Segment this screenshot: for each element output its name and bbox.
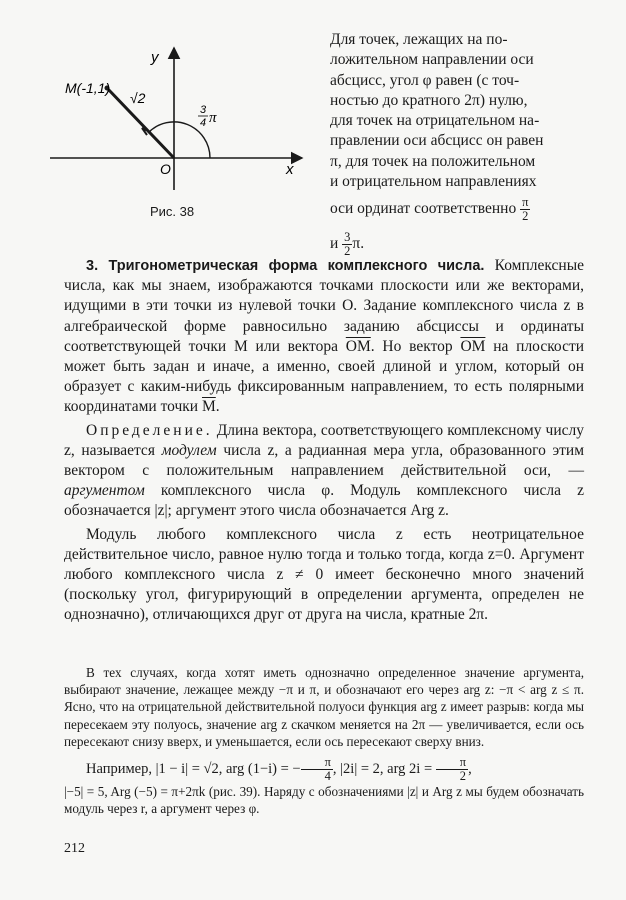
side-line-8: и отрицательном направлениях [330,173,537,191]
term-argument: аргументом [64,482,145,500]
side-line-4: ностью до кратного 2π) нулю, [330,91,528,109]
example-line: Например, |1 − i| = √2, arg (1−i) = − $\frac{\pi}{4}$ , |2i| = 2, arg 2i = $\frac{\pi}{2}$ , [86,755,472,784]
side-line-7: π, для точек на положительном [330,152,536,170]
modulus-paragraph: Модуль любого комплексного числа z есть неотрицательное действительное число, равное нулю тогда и только тогда, когда z=0. Аргумент любого комплексного числа z ≠ 0 имеет бесконечно много значений (поскольку угол, фигурирующий в определении аргумента, определен не однозначно), отличающихся друг от друга на числа, кратные 2π. [64,525,584,624]
angle-label-num: 3 [200,104,207,116]
vector-om-ref: $\overline{OM}$ [345,337,371,355]
side-last-line: оси ординат соответственно [330,200,517,218]
small-paragraph-2: |−5| = 5, Arg (−5) = π+2πk (рис. 39). Наряду с обозначениями |z| и Arg z мы будем обозначать модуль через r, а аргумент через φ. [64,784,584,817]
section-paragraph: 3. Тригонометрическая форма комплексного числа. Комплексные числа, как мы знаем, изображаются точками плоскости или же векторами, идущими в эти точки из нулевой точки O. Задание комплексного числа z в алгебраической форме равносильно заданию абсциссы и ординаты соответствующей точки M или вектора $\overline{OM}$. Но вектор $\overline{OM}$ на плоскости может быть задан и иначе, а именно, своей длиной и углом, который он образует с каким-нибудь фиксированным направлением, то есть полярными координатами точки $\overline{M}$. [64,257,585,416]
small-print [64,664,584,817]
fraction-3-2: $\frac{3}{2}$ [344,230,351,259]
side-end: π. [352,235,365,253]
vector-om-ref-2: $\overline{OM}$ [460,337,486,355]
section-heading: 3. Тригонометрическая форма комплексного числа. [86,258,485,274]
section-3 [64,256,584,626]
term-modulus: модулем [161,441,217,459]
page-number: 212 [64,841,85,856]
fraction-pi-2: $\frac{\pi}{2}$ [522,195,529,224]
angle-label-den: 4 [200,117,207,129]
definition-word: Определение. [86,421,213,439]
definition-paragraph: Определение. Длина вектора, соответствующего комплексному числу z, называется модулем числа z, а радианная мера угла, образованного этим вектором с положительным направлением действительной оси, — аргументом комплексного числа φ. Модуль комплексного числа z обозначается |z|; аргумент этого числа обозначается Arg z. [64,421,585,520]
side-line-1: Для точек, лежащих на по- [330,31,508,48]
angle-label-pi: π [209,110,217,126]
point-m-label: M(-1,1) [65,80,111,96]
side-line-2: ложительном направлении оси [330,51,534,69]
side-line-6: правлении оси абсцисс он равен [330,132,544,150]
side-line-5: для точек на отрицательном на- [330,112,540,130]
point-m-ref: $\overline{M}$ [201,398,216,416]
origin-label: O [160,161,171,177]
side-line-3: абсцисс, угол φ равен (с точ- [330,71,520,89]
x-axis-label: x [286,161,294,178]
side-and: и [330,235,339,253]
vector-length-label: √2 [130,90,146,106]
figure-38 [50,40,310,200]
side-text [330,30,582,258]
small-paragraph-1: В тех случаях, когда хотят иметь однозначно определенное значение аргумента, выбирают значение, лежащее между −π и π, и обозначают его через arg z: −π < arg z ≤ π. Ясно, что на отрицательной действительной полуоси функция arg z имеет разрыв: когда мы пересекаем эту полуось, значение arg z скачком меняется на 2π — увеличивается, если ось пересекают снизу вверх, и уменьшается, если ось пересекают сверху вниз. [64,665,584,749]
y-axis-label: y [151,49,159,66]
figure-caption: Рис. 38 [150,204,195,219]
